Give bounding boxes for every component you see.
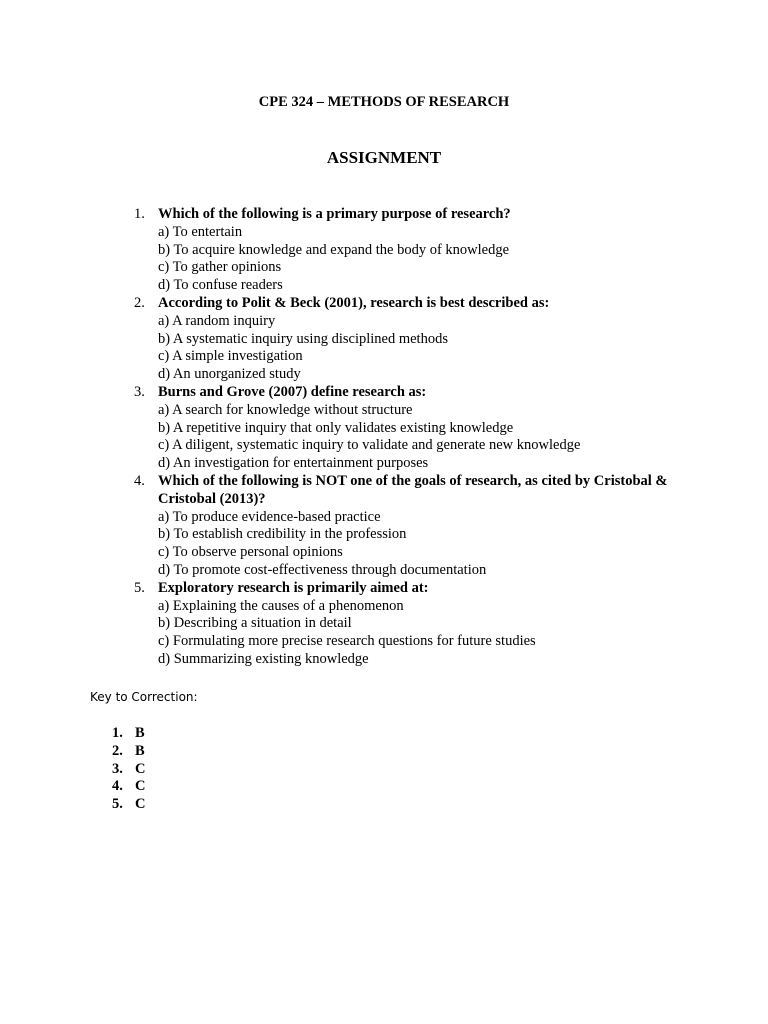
- choice-item: b) Describing a situation in detail: [158, 615, 352, 632]
- question-item: [134, 579, 688, 669]
- answer-number: 2.: [112, 742, 123, 759]
- choice-item: d) An investigation for entertainment purposes: [158, 455, 429, 472]
- question-number: 3.: [134, 383, 145, 400]
- answer-key-item: [112, 796, 146, 814]
- choice-item: b) A repetitive inquiry that only validates existing knowledge: [158, 419, 514, 436]
- choice-item: d) To promote cost-effectiveness through documentation: [158, 561, 487, 578]
- question-item: [134, 383, 688, 473]
- answer-number: 3.: [112, 760, 123, 777]
- choice-list: [158, 313, 688, 384]
- choice-item: a) Explaining the causes of a phenomenon: [158, 597, 404, 614]
- choice-item: b) To acquire knowledge and expand the body of knowledge: [158, 241, 510, 258]
- choice-list: [158, 509, 688, 580]
- choice-item: c) To gather opinions: [158, 259, 282, 276]
- question-item: [134, 472, 688, 580]
- choice-item: a) A random inquiry: [158, 312, 276, 329]
- question-text: Which of the following is a primary purpose of research?: [158, 206, 511, 222]
- choice-list: [158, 402, 688, 473]
- choice-item: c) A simple investigation: [158, 348, 303, 365]
- question-number: 5.: [134, 579, 145, 596]
- choice-item: d) To confuse readers: [158, 277, 283, 294]
- choice-list: [158, 598, 688, 669]
- answer-letter: B: [135, 725, 145, 741]
- choice-item: b) To establish credibility in the profession: [158, 526, 407, 543]
- answer-key-item: [112, 725, 145, 743]
- question-number: 4.: [134, 472, 145, 489]
- question-text: Burns and Grove (2007) define research as:: [158, 383, 427, 400]
- answer-key-item: [112, 742, 145, 761]
- assignment-heading: ASSIGNMENT: [326, 148, 442, 167]
- choice-item: c) Formulating more precise research questions for future studies: [158, 633, 536, 650]
- answer-key-label: Key to Correction:: [90, 690, 198, 704]
- choice-item: c) To observe personal opinions: [158, 544, 343, 561]
- question-item: [134, 294, 688, 384]
- question-text: According to Polit & Beck (2001), research is best described as:: [158, 294, 550, 311]
- choice-item: d) Summarizing existing knowledge: [158, 650, 369, 667]
- question-number: 1.: [134, 206, 145, 222]
- answer-letter: C: [135, 796, 146, 813]
- document-title: CPE 324 – METHODS OF RESEARCH: [258, 94, 510, 110]
- choice-list: [158, 224, 688, 295]
- question-list: [134, 206, 688, 669]
- answer-key-item: [112, 778, 146, 796]
- question-number: 2.: [134, 294, 145, 311]
- answer-number: 1.: [112, 725, 123, 741]
- answer-key-list: [112, 725, 146, 814]
- answer-letter: C: [135, 760, 146, 777]
- answer-number: 5.: [112, 796, 123, 813]
- question-item: [134, 206, 688, 295]
- choice-item: b) A systematic inquiry using disciplined methods: [158, 330, 448, 347]
- choice-item: a) To entertain: [158, 223, 243, 240]
- choice-item: d) An unorganized study: [158, 366, 301, 383]
- choice-item: a) To produce evidence-based practice: [158, 508, 381, 525]
- question-text: Exploratory research is primarily aimed at:: [158, 579, 429, 596]
- answer-key-item: [112, 760, 146, 779]
- question-text: Which of the following is NOT one of the goals of research, as cited by Cristobal & Cristobal (2013)?: [158, 472, 668, 507]
- answer-letter: B: [135, 742, 145, 759]
- answer-letter: C: [135, 778, 146, 795]
- choice-item: c) A diligent, systematic inquiry to validate and generate new knowledge: [158, 437, 581, 454]
- choice-item: a) A search for knowledge without structure: [158, 401, 413, 418]
- answer-number: 4.: [112, 778, 123, 795]
